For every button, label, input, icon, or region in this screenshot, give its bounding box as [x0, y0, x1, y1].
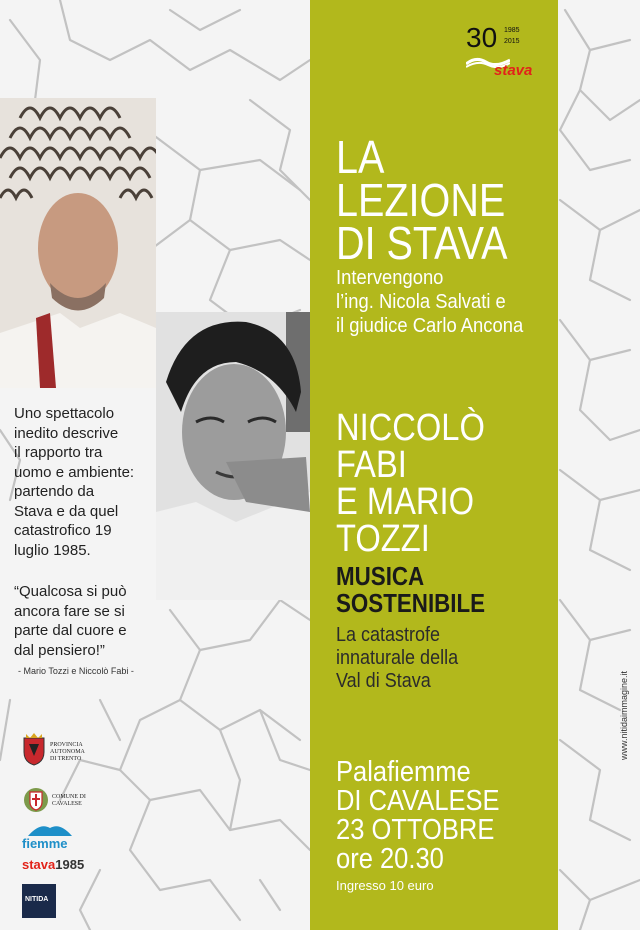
quote-line: ancora fare se si — [14, 602, 125, 620]
title-line: DI STAVA — [336, 217, 508, 269]
show-title-line: SOSTENIBILE — [336, 588, 486, 618]
artists-line: NICCOLÒ — [336, 407, 485, 449]
intro-line: il rapporto tra — [14, 444, 103, 461]
fiemme-logo — [22, 822, 82, 852]
coat-of-arms-icon — [22, 732, 46, 766]
show-title — [336, 563, 485, 617]
intro-text — [14, 404, 164, 560]
provincia-trento-logo — [22, 732, 122, 768]
speakers-line: l’ing. Nicola Salvati e — [336, 291, 506, 313]
intro-line: Stava e da quel — [14, 502, 119, 520]
stava-30-anniversary-logo — [466, 24, 546, 84]
logo-wordmark: stava — [494, 62, 533, 79]
quote-text — [14, 582, 164, 660]
speakers-text — [336, 266, 523, 338]
fiemme-wordmark: fiemme — [22, 836, 68, 851]
event-title — [336, 131, 508, 269]
provincia-line: AUTONOMA — [50, 749, 85, 755]
venue-line: DI CAVALESE — [336, 785, 500, 817]
show-desc-line: Val di Stava — [336, 670, 431, 692]
show-desc-line: innaturale della — [336, 647, 459, 669]
intro-line: luglio 1985. — [14, 541, 91, 559]
quote-line: parte dal cuore e — [14, 622, 127, 639]
title-line: LEZIONE — [336, 174, 506, 226]
artists-line: FABI — [336, 444, 407, 486]
intro-line: Uno spettacolo — [14, 405, 115, 422]
venue-line: Palafiemme — [336, 756, 471, 788]
logo-year-start: 1985 — [504, 27, 520, 34]
provincia-line: PROVINCIA — [50, 742, 83, 748]
artists-line: TOZZI — [336, 518, 430, 560]
comune-cavalese-logo — [22, 786, 122, 816]
artists-names — [336, 407, 485, 560]
photo-mario-tozzi — [156, 312, 310, 600]
show-desc-line: La catastrofe — [336, 624, 441, 646]
stava-wordmark: stava — [22, 857, 56, 872]
intro-line: partendo da — [14, 483, 95, 500]
entry-price: Ingresso 10 euro — [336, 878, 434, 893]
coat-of-arms-icon — [22, 786, 50, 814]
portrait-illustration — [0, 98, 156, 388]
nitida-logo — [22, 884, 56, 918]
stava-year: 1985 — [55, 857, 85, 872]
show-title-line: MUSICA — [336, 561, 425, 591]
quote-line: “Qualcosa si può — [14, 583, 127, 600]
title-line: LA — [336, 131, 385, 183]
speakers-line: Intervengono — [336, 267, 444, 289]
quote-signature: - Mario Tozzi e Niccolò Fabi - — [18, 666, 134, 676]
comune-line: CAVALESE — [52, 801, 82, 807]
intro-line: uomo e ambiente: — [14, 463, 135, 481]
provincia-line: DI TRENTO — [50, 756, 82, 762]
logo-year-end: 2015 — [504, 38, 520, 45]
comune-line: COMUNE DI — [52, 794, 86, 800]
nitida-wordmark: NITIDA — [25, 896, 49, 903]
speakers-line: il giudice Carlo Ancona — [336, 315, 524, 337]
stava-1985-logo — [22, 856, 102, 876]
quote-line: dal pensiero!” — [14, 641, 105, 659]
intro-line: catastrofico 19 — [14, 522, 112, 539]
venue-info — [336, 758, 500, 874]
photo-niccolo-fabi — [0, 98, 156, 388]
credit-url: www.nitidaimmagine.it — [619, 670, 629, 760]
intro-line: inedito descrive — [14, 424, 119, 442]
logo-number: 30 — [466, 22, 498, 53]
venue-line: ore 20.30 — [336, 843, 444, 875]
show-description — [336, 624, 458, 693]
venue-line: 23 OTTOBRE — [336, 814, 495, 846]
portrait-illustration — [156, 312, 310, 600]
artists-line: E MARIO — [336, 481, 475, 523]
